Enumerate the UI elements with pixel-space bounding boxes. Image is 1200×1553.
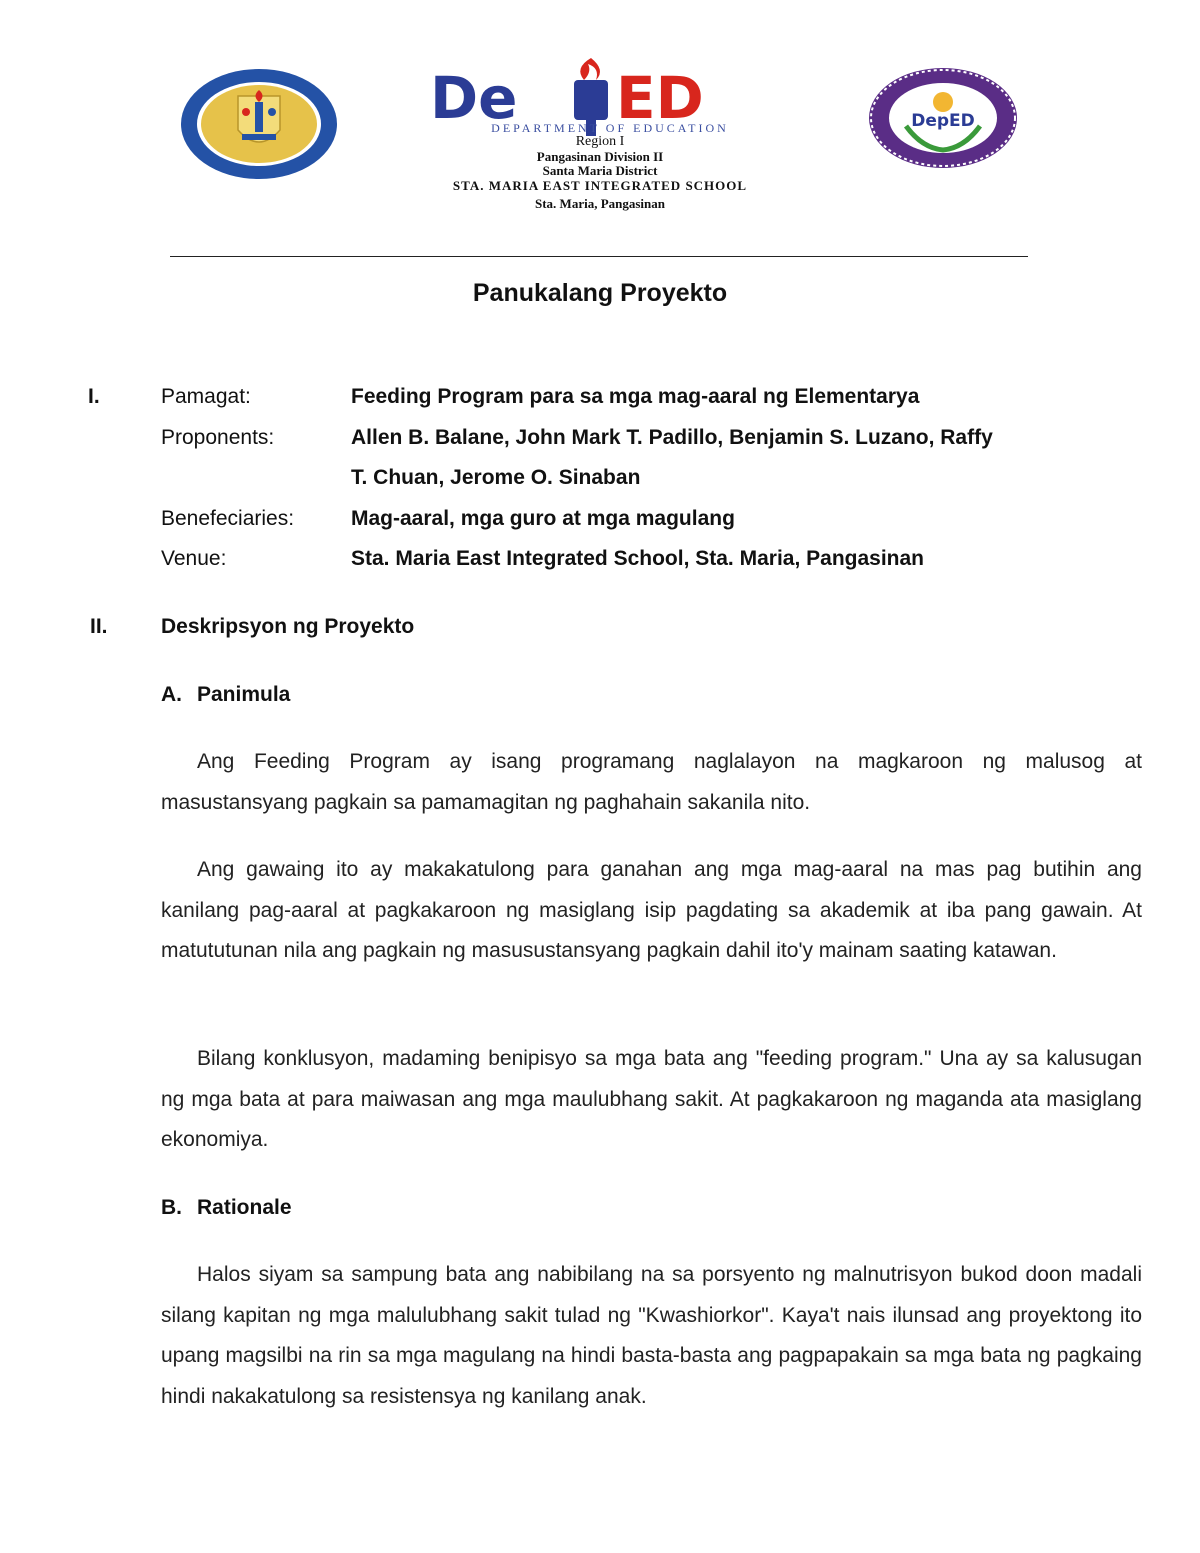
info-value: Mag-aaral, mga guro at mga magulang xyxy=(351,507,735,530)
region-text: Region I xyxy=(575,134,625,149)
svg-text:De: De xyxy=(430,64,518,132)
paragraph: Bilang konklusyon, madaming benipisyo sa mga bata ang "feeding program." Una ay sa kalusugan ng mga bata at para maiwasan ang mga maulubhang sakit. At pagkakaroon ng maganda ata masiglang ekonomiya. xyxy=(161,1047,1142,1151)
letterhead xyxy=(0,0,1200,220)
subsection-title: Panimula xyxy=(197,683,291,706)
department-line: DEPARTMENT OF EDUCATION xyxy=(491,121,729,135)
section-numeral: I. xyxy=(88,385,100,408)
district-text: Santa Maria District xyxy=(542,163,658,178)
info-value: Sta. Maria East Integrated School, Sta. Maria, Pangasinan xyxy=(351,547,924,570)
info-label: Proponents: xyxy=(161,426,275,449)
paragraph: Halos siyam sa sampung bata ang nabibilang na sa porsyento ng malnutrisyon bukod doon madali silang kapitan ng mga malulubhang sakit tulad ng "Kwashiorkor". Kaya't nais ilunsad ang proyektong ito upang magsilbi na rin sa mga magulang na hindi basta-basta ang pagpapakain sa mga bata ng pagkaing hindi nakakatulong sa resistensya ng kanilang anak. xyxy=(161,1263,1142,1408)
school-seal-logo xyxy=(866,66,1020,170)
subsection-heading-b xyxy=(161,1195,292,1221)
school-seal-deped-text: DepED xyxy=(911,111,975,131)
section-numeral: II. xyxy=(90,615,108,638)
school-name: STA. MARIA EAST INTEGRATED SCHOOL xyxy=(452,178,748,193)
info-label: Pamagat: xyxy=(161,385,251,408)
info-label: Venue: xyxy=(161,547,227,570)
info-value: T. Chuan, Jerome O. Sinaban xyxy=(351,466,641,489)
paragraph: Ang gawaing ito ay makakatulong para ganahan ang mga mag-aaral na mas pag butihin ang kanilang pag-aaral at pagkakaroon ng masiglang isip pagdating sa akademik at iba pang gawain. At matututunan nila ang pagkain ng masusustansyang pagkain dahil ito'y mainam saating katawan. xyxy=(161,858,1142,962)
svg-text:ED: ED xyxy=(616,64,704,132)
subsection-letter: A. xyxy=(161,683,182,706)
division-text: Pangasinan Division II xyxy=(536,149,664,164)
subsection-letter: B. xyxy=(161,1196,182,1219)
section-title: Deskripsyon ng Proyekto xyxy=(161,615,415,638)
info-label: Benefeciaries: xyxy=(161,507,295,530)
header-divider xyxy=(170,256,1028,257)
page-title: Panukalang Proyekto xyxy=(472,279,728,307)
subsection-title: Rationale xyxy=(197,1196,292,1219)
deped-seal-logo xyxy=(180,68,338,180)
subsection-heading-a xyxy=(161,682,290,708)
school-address: Sta. Maria, Pangasinan xyxy=(534,196,665,211)
info-value: Allen B. Balane, John Mark T. Padillo, Benjamin S. Luzano, Raffy xyxy=(351,426,993,449)
info-value: Feeding Program para sa mga mag-aaral ng Elementarya xyxy=(351,385,920,408)
paragraph: Ang Feeding Program ay isang programang naglalayon na magkaroon ng malusog at masustansyang pagkain sa pamamagitan ng paghahain sakanila nito. xyxy=(161,750,1142,814)
